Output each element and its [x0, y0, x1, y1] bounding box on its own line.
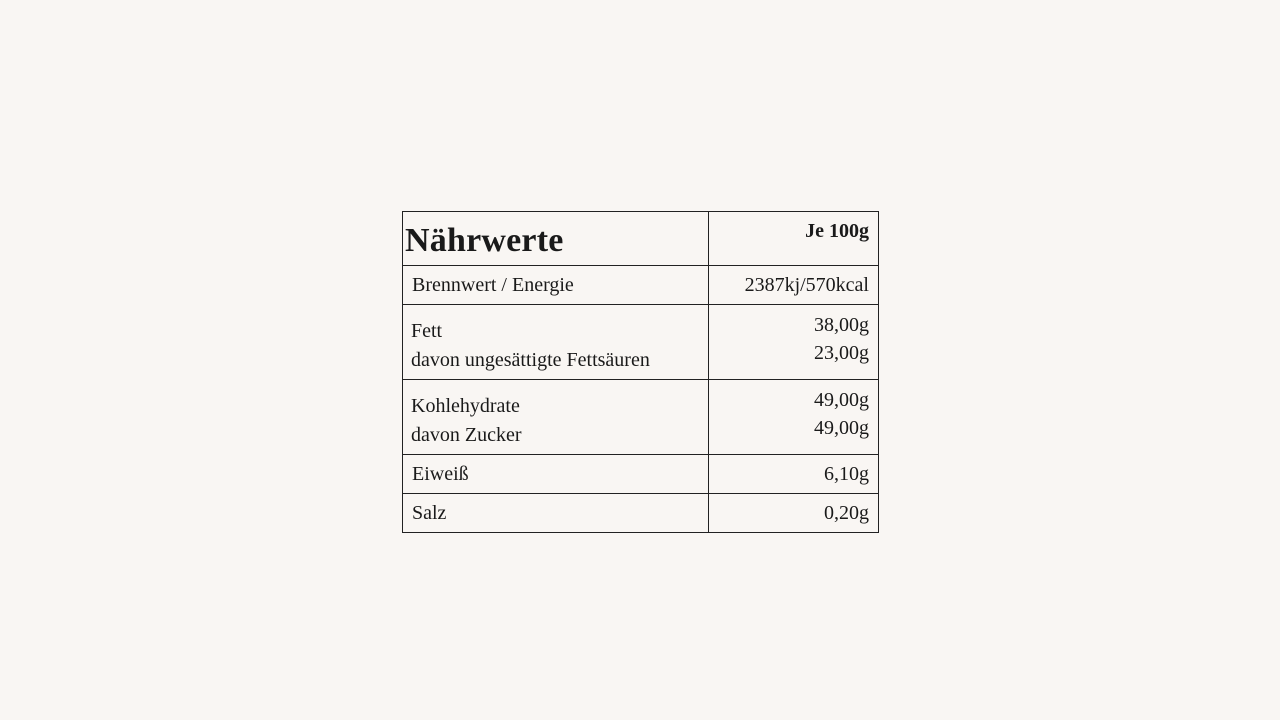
salt-value: 0,20g — [709, 494, 879, 533]
per-100g-label: Je 100g — [709, 212, 879, 266]
fat-value-cell — [709, 305, 879, 380]
energy-value: 2387kj/570kcal — [709, 266, 879, 305]
table-row-fat — [403, 305, 879, 380]
fat-value: 38,00g — [814, 314, 869, 336]
table-row-salt — [403, 494, 879, 533]
protein-value: 6,10g — [709, 455, 879, 494]
salt-label: Salz — [403, 494, 709, 533]
energy-label: Brennwert / Energie — [403, 266, 709, 305]
nutrition-table — [402, 211, 879, 533]
table-header-row — [403, 212, 879, 266]
carbohydrates-label: Kohlehydrate — [411, 395, 520, 417]
table-title: Nährwerte — [403, 212, 709, 266]
table-row-carbohydrates — [403, 380, 879, 455]
sugar-value: 49,00g — [814, 417, 869, 439]
fat-label-cell — [403, 305, 709, 380]
unsaturated-fat-value: 23,00g — [814, 342, 869, 364]
fat-label: Fett — [411, 320, 443, 342]
table-row-energy — [403, 266, 879, 305]
carbohydrates-value: 49,00g — [814, 389, 869, 411]
protein-label: Eiweiß — [403, 455, 709, 494]
unsaturated-fat-label: davon ungesättigte Fettsäuren — [411, 349, 650, 371]
table-row-protein — [403, 455, 879, 494]
carbohydrates-label-cell — [403, 380, 709, 455]
carbohydrates-value-cell — [709, 380, 879, 455]
sugar-label: davon Zucker — [411, 424, 522, 446]
